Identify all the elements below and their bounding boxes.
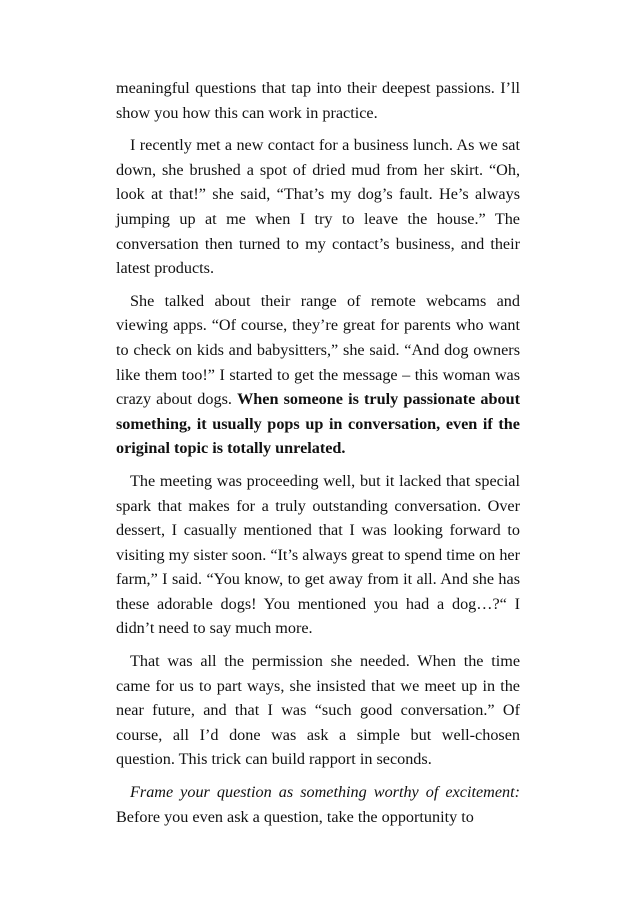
paragraph-4-text: The meeting was proceeding well, but it lacked that special spark that makes for a truly outstanding conversation. Over dessert, I casually mentioned that I was looking forward to visiting my sister soon. “It’s always great to spend time on her farm,” I said. “You know, to get away from it all. And she has these adorable dogs! You mentioned you had a dog…?“ I didn’t need to say much more. [116,471,520,638]
paragraph-1 [116,76,520,125]
paragraph-6 [116,780,520,829]
paragraph-2 [116,133,520,281]
paragraph-3 [116,289,520,461]
paragraph-6-text: Before you even ask a question, take the opportunity to [116,807,474,826]
paragraph-4 [116,469,520,641]
paragraph-5-text: That was all the permission she needed. When the time came for us to part ways, she insisted that we meet up in the near future, and that I was “such good conversation.” Of course, all I’d done was ask a simple but well-chosen question. This trick can build rapport in seconds. [116,652,520,769]
paragraph-1-text: meaningful questions that tap into their deepest passions. I’ll show you how this can work in practice. [116,79,520,122]
paragraph-2-text: I recently met a new contact for a business lunch. As we sat down, she brushed a spot of dried mud from her skirt. “Oh, look at that!” she said, “That’s my dog’s fault. He’s always jumping up at me when I try to leave the house.” The conversation then turned to my contact’s business, and their latest products. [116,136,520,278]
paragraph-5 [116,649,520,772]
paragraph-3-bold-text: When someone is truly passionate about something, it usually pops up in conversation, even if the original topic is totally unrelated. [116,390,520,458]
paragraph-3-text: She talked about their range of remote webcams and viewing apps. “Of course, they’re great for parents who want to check on kids and babysitters,” she said. “And dog owners like them too!” I started to get the message – this woman was crazy about dogs. [116,291,520,409]
paragraph-6-italic-lead: Frame your question as something worthy of excitement: [130,783,520,802]
document-page [116,76,520,837]
